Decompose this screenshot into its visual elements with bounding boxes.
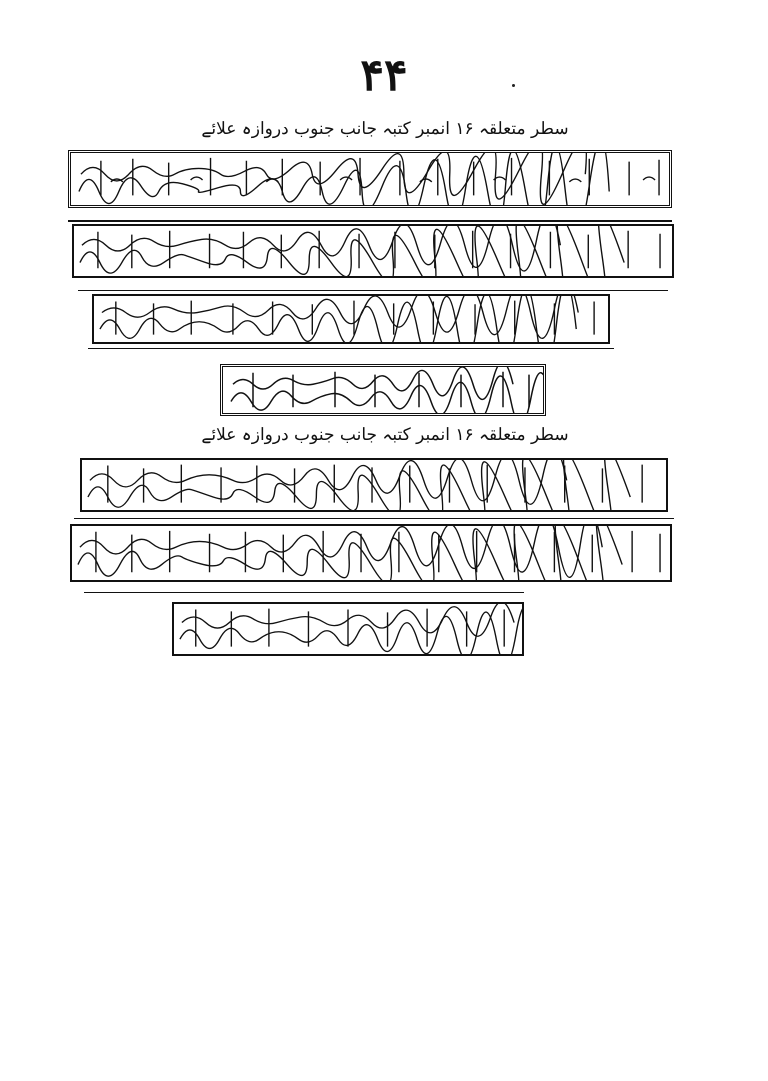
rule-5: [84, 592, 524, 593]
inscription-panel-2: [72, 224, 674, 278]
calligraphy-artwork: [71, 153, 669, 205]
calligraphy-artwork: [94, 296, 608, 342]
inscription-panel-4: [80, 458, 668, 512]
seal-calligraphy-artwork: [223, 367, 543, 413]
section-1-caption: سطر متعلقہ ۱۶ انمبر کتبہ جانب جنوب دروازہ علائے: [201, 119, 569, 139]
page-number: ۴۴: [360, 50, 408, 101]
calligraphy-artwork: [72, 526, 670, 580]
inscription-seal: [220, 364, 546, 416]
inscription-panel-5: [70, 524, 672, 582]
speck: [512, 84, 515, 87]
calligraphy-artwork: [174, 604, 522, 654]
inscription-panel-3: [92, 294, 610, 344]
calligraphy-artwork: [74, 226, 672, 276]
inscription-panel-1: [68, 150, 672, 208]
section-2-caption: سطر متعلقہ ۱۶ انمبر کتبہ جانب جنوب دروازہ علائے: [201, 425, 569, 445]
calligraphy-artwork: [82, 460, 666, 510]
rule-2: [78, 290, 668, 291]
inscription-panel-6: [172, 602, 524, 656]
rule-1: [68, 220, 672, 222]
rule-4: [74, 518, 674, 519]
rule-3: [88, 348, 614, 349]
